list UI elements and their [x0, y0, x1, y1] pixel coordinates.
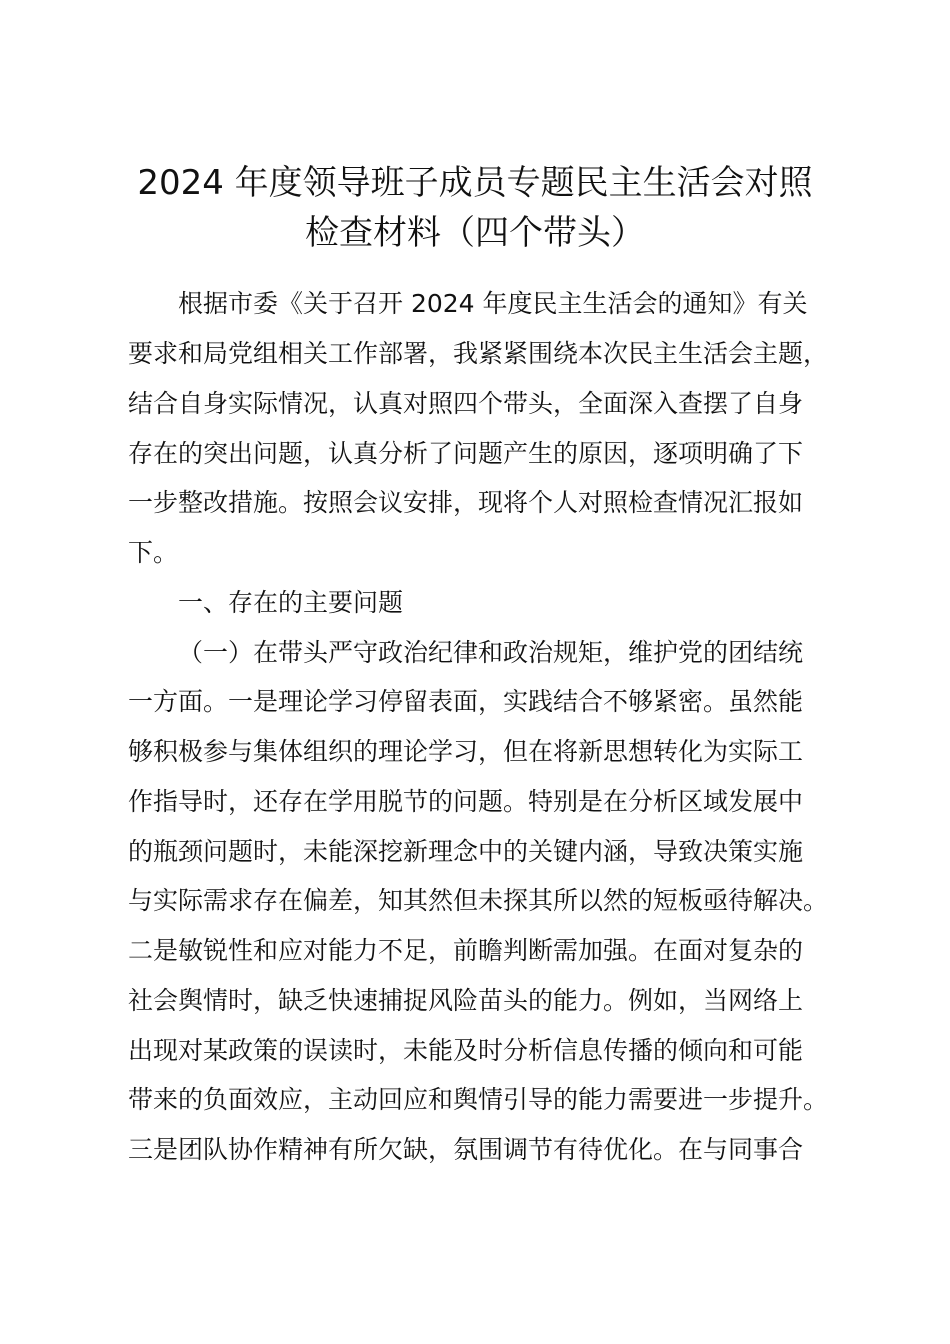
paragraph-line: 要求和局党组相关工作部署，我紧紧围绕本次民主生活会主题，	[128, 339, 829, 368]
paragraph-line: 根据市委《关于召开 2024 年度民主生活会的通知》有关	[178, 289, 808, 318]
paragraph-line: （一）在带头严守政治纪律和政治规矩，维护党的团结统	[178, 638, 804, 667]
paragraph-line: 下。	[128, 538, 179, 567]
paragraph-line: 出现对某政策的误读时，未能及时分析信息传播的倾向和可能	[128, 1036, 804, 1065]
paragraph-line: 带来的负面效应，主动回应和舆情引导的能力需要进一步提升。	[128, 1085, 829, 1114]
paragraph-line: 的瓶颈问题时，未能深挖新理念中的关键内涵，导致决策实施	[128, 837, 804, 866]
paragraph-line: 结合自身实际情况，认真对照四个带头，全面深入查摆了自身	[128, 389, 804, 418]
paragraph-line: 三是团队协作精神有所欠缺，氛围调节有待优化。在与同事合	[128, 1135, 804, 1164]
paragraph-line: 作指导时，还存在学用脱节的问题。特别是在分析区域发展中	[128, 787, 804, 816]
paragraph-line: 二是敏锐性和应对能力不足，前瞻判断需加强。在面对复杂的	[128, 936, 804, 965]
paragraph-line: 存在的突出问题，认真分析了问题产生的原因，逐项明确了下	[128, 439, 804, 468]
paragraph-line: 一方面。一是理论学习停留表面，实践结合不够紧密。虽然能	[128, 687, 804, 716]
section-heading: 一、存在的主要问题	[178, 588, 404, 617]
paragraph-line: 一步整改措施。按照会议安排，现将个人对照检查情况汇报如	[128, 488, 804, 517]
paragraph-line: 与实际需求存在偏差，知其然但未探其所以然的短板亟待解决。	[128, 886, 829, 915]
paragraph-line: 社会舆情时，缺乏快速捕捉风险苗头的能力。例如，当网络上	[128, 986, 804, 1015]
paragraph-line: 够积极参与集体组织的理论学习，但在将新思想转化为实际工	[128, 737, 804, 766]
document-title-line-2: 检查材料（四个带头）	[305, 213, 645, 253]
document-title-line-1: 2024 年度领导班子成员专题民主生活会对照	[137, 163, 813, 203]
